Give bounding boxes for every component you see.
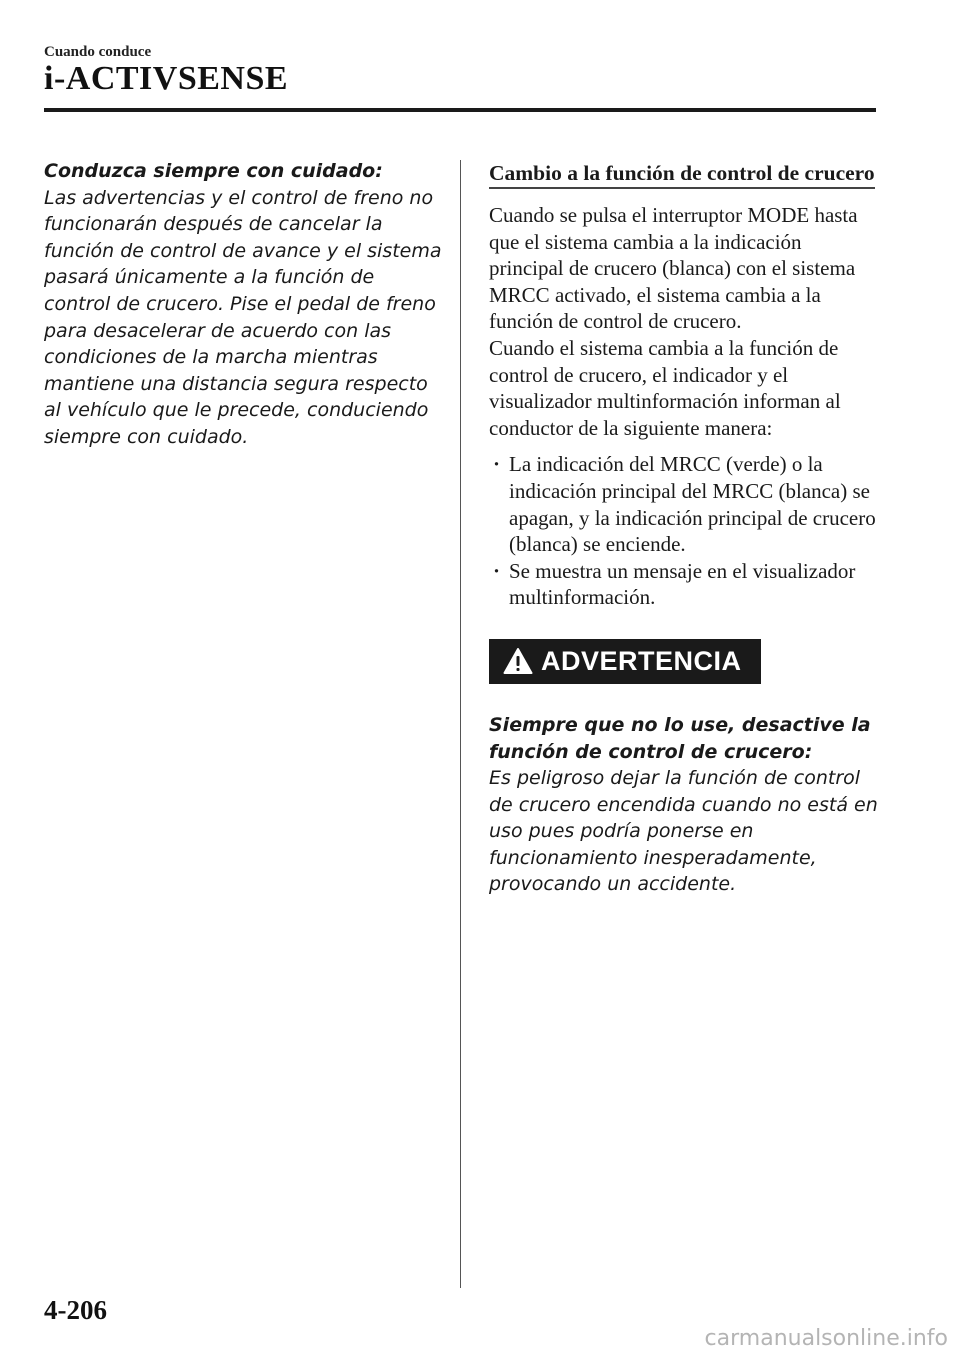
bullet-marker: · (493, 452, 501, 477)
caution-block (44, 158, 444, 451)
section-heading (489, 160, 879, 186)
list-item (489, 558, 879, 611)
paragraph: Cuando se pulsa el interruptor MODE hasta que el sistema cambia a la indicación principal de crucero (blanca) con el sistema MRCC activado, el sistema cambia a la función de control de crucero. (489, 203, 858, 334)
paragraph: Cuando el sistema cambia a la función de control de crucero, el indicador y el visualizador multinformación informan al conductor de la siguiente manera: (489, 335, 841, 440)
list-item-text: Se muestra un mensaje en el visualizador multinformación. (509, 558, 856, 610)
chapter-title: i-ACTIVSENSE (44, 60, 289, 97)
right-column (489, 160, 879, 898)
section-heading-text: Cambio a la función de control de crucero (489, 161, 875, 189)
caution-heading: Conduzca siempre con cuidado: (44, 160, 383, 182)
warning-block (489, 712, 879, 898)
list-item-text: La indicación del MRCC (verde) o la indicación principal del MRCC (blanca) se apagan, y la indicación principal de crucero (blanca) se enciende. (509, 452, 876, 557)
column-divider (460, 160, 461, 1288)
section-label: Cuando conduce (44, 44, 152, 60)
page-number: 4-206 (44, 1295, 107, 1325)
warning-banner (489, 639, 761, 684)
caution-body: Las advertencias y el control de freno no funcionarán después de cancelar la función de control de avance y el sistema pasará únicamente a la función de control de crucero. Pise el pedal de freno para desacelerar de acuerdo con las condiciones de la marcha mientras mantiene una distancia segura respecto al vehículo que le precede, conduciendo siempre con cuidado. (44, 186, 442, 448)
bullet-list (489, 451, 879, 611)
warning-triangle-icon (503, 647, 533, 675)
warning-heading: Siempre que no lo use, desactive la función de control de crucero: (489, 713, 871, 763)
warning-label: ADVERTENCIA (541, 646, 742, 677)
header-divider (44, 108, 876, 112)
warning-body: Es peligroso dejar la función de control de crucero encendida cuando no está en uso pues podría ponerse en funcionamiento inesperadamente, provocando un accidente. (489, 767, 878, 896)
bullet-marker: · (493, 558, 501, 583)
list-item (489, 451, 879, 557)
watermark: carmanualsonline.info (704, 1326, 948, 1351)
